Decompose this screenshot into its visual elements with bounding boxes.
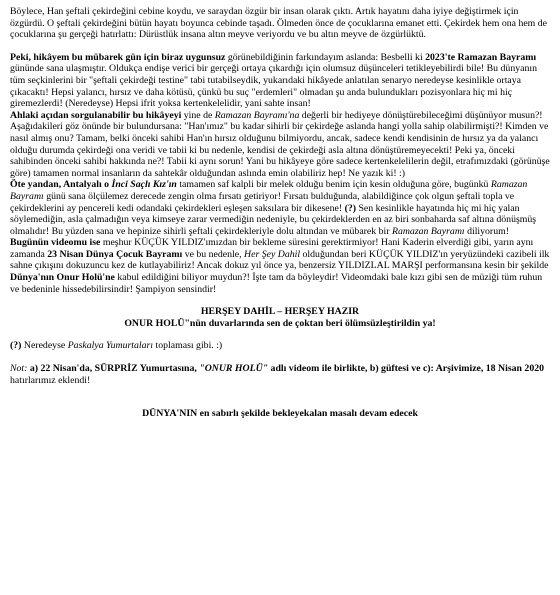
holiday-name: Ramazan Bayramı'na [214,109,300,121]
pearl-girl-name: İnci Saçlı Kız'ın [111,179,177,191]
paragraph-video: Bugünün videomu ise meşhur KÜÇÜK YILDIZ'ımızdan bir bekleme süresini gerektirmiyor! Hani Kaderin elverdiği gibi, yarın aynı zamanda 23 Nisan Dünya Çocuk Bayramı ve bu nedenle, Her Şey Dahil olduğundan beri KÜÇÜK YILDIZ'ın yeryüzündeki cazibeli ilk sahne çıkışını dokuzuncu kez de kutlayabiliriz! Ancak dokuz yıl önce ya, benzersiz YILDIZLAL MARŞI performansına kesin bir şekilde Dünya'nın Onur Holü'ne kabul edildiğini biliyor muydun?! İşte tam da böyleydir! Videomdaki bale kızı gibi sen de müziği tüm ruhun ve bedeninle hissedebilirsindir! Şampiyon sensindir! [10,237,550,295]
holiday-name: 2023'te Ramazan Bayramı [425,51,537,63]
centered-subheading: ONUR HOLÜ"nün duvarlarında sen de çoktan beri ölümsüzleştirildin ya! [124,317,436,329]
bold-lead: Peki, hikâyem bu mübarek gün için biraz uygunsuz [10,51,226,63]
centered-heading: HERŞEY DAHİL – HERŞEY HAZIR [200,306,360,318]
paragraph-moral-question: Ahlaki açıdan sorgulanabilir bu hikâyeyi yine de Ramazan Bayramı'na değerli bir hediyeye dönüştürebileceğimi düşünüyor musun?! Aşağıdakileri göz önünde bir bulundursana: "Han'ımız" bu kadar sihirli bir çekirdeğe aslanda hangi yolla sahip olabilirmişti?! Kimden ve nasıl almış onu? Tamam, belki önceki sahibi Han'ın hırsız olduğunu bilmiyordu, ancak, sadece kendi kendisinin de hırsız ya da yalancı olduğu durumda çekirdeği ona veridi ve tabii ki bu nedenle, kendisi de çekirdeği asla altına dönüştüremeyecekti! Peki ya, önceki sahibinden önceki sahibi hakkında ne?! Tabii ki aynı sorun! Yani bu hikâyeye göre sadece kertenkelelilerin değil, etrafımızdaki (görünüşe göre) tamamen normal insanların da sahtekâr olduğundan aslında emin olabiliriz hep! Ne yazık ki! :) [10,109,550,179]
paragraph-ending: Böylece, Han şeftali çekirdeğini cebine koydu, ve saraydan özgür bir insan olarak çıktı. Artık hayatını daha iyiye değiştirmek için özgürdü. O şeftali çekirdeğini bütün hayatı boyunca cebinde taşadı. Ölmeden önce de çocuklarına emanet etti. Çekirdek hem ona hem de çocuklarına şu gerçeği hatırlattı: Dürüstlük insana altın meyve veriyordu ve bu altın meyve de özgürlüktü. [10,6,548,41]
paragraph-holiday-note: Peki, hikâyem bu mübarek gün için biraz uygunsuz görünebildiğinin farkındayım aslanda: Besbelli ki 2023'te Ramazan Bayramı gününde sana ulaşmıştır. Oldukça endişe verici bir gerçeği ortaya çıkardığı için olumsuz düşünceleri tetikleyebilirdi bile! Bu dünyanın tüm seçkinlerini bir "şeftali çekirdeği testine" tabi tutabilseydik, yukarıdaki hikâyede anlatılan senaryo neredeyse kesinlikle ortaya çıkacaktı! Hepsi yalancı, hırsız ve daha kötüsü, çünkü bu suç "erdemleri" olmadan şu anda bulundukları pozisyonlara hiç mi hiç giremezlerdi! (Neredeyse) Hepsi ifrit yoksa kertenkelelidir, yani sahte insan! [10,51,537,110]
note-archive: Not: a) 22 Nisan'da, SÜRPRİZ Yumurtasına, "ONUR HOLÜ" adlı videom ile birlikte, b) güftesi ve c): Arşivimize, 18 Nisan 2020 hatırlarımız eklendi! [10,363,545,386]
bold-lead: Ahlaki açıdan sorgulanabilir bu hikâyeyi [10,109,182,121]
closing-line: DÜNYA'NIN en sabırlı şekilde bekleyekalan masalı devam edecek [142,408,418,420]
paragraph-wishes: Öte yandan, Antalyalı o İnci Saçlı Kız'ın tamamen saf kalpli bir melek olduğu benim için kesin olduğuna göre, bugünkü Ramazan Bayramı günü sana ölçülemez derecede zengin olma fırsatı getiriyor! Fırsatı bulduğunda, alabildiğince çok olgun şeftali topla ve çekirdeklerini ay pencereli kedi odandaki çekirdekleri eşleşen saksılara bir dikesene! (?) Sen kesinlikle hayatında hiç mi hiç yalan söylemediğin, asla çalmadığın veya kimseye zarar vermediğin nedeniyle, bu çekirdeklerden en az biri sonbaharda saf altına dönüşmüş olmalıdır! Bu yüzden sana ve hepinize sihirli şeftali çekirdekleriyle dolu altından ve mübarek bir Ramazan Bayramı diliyorum! [10,179,537,237]
footnote: (?) Neredeyse Paskalya Yumurtaları toplaması gibi. :) [10,340,223,352]
